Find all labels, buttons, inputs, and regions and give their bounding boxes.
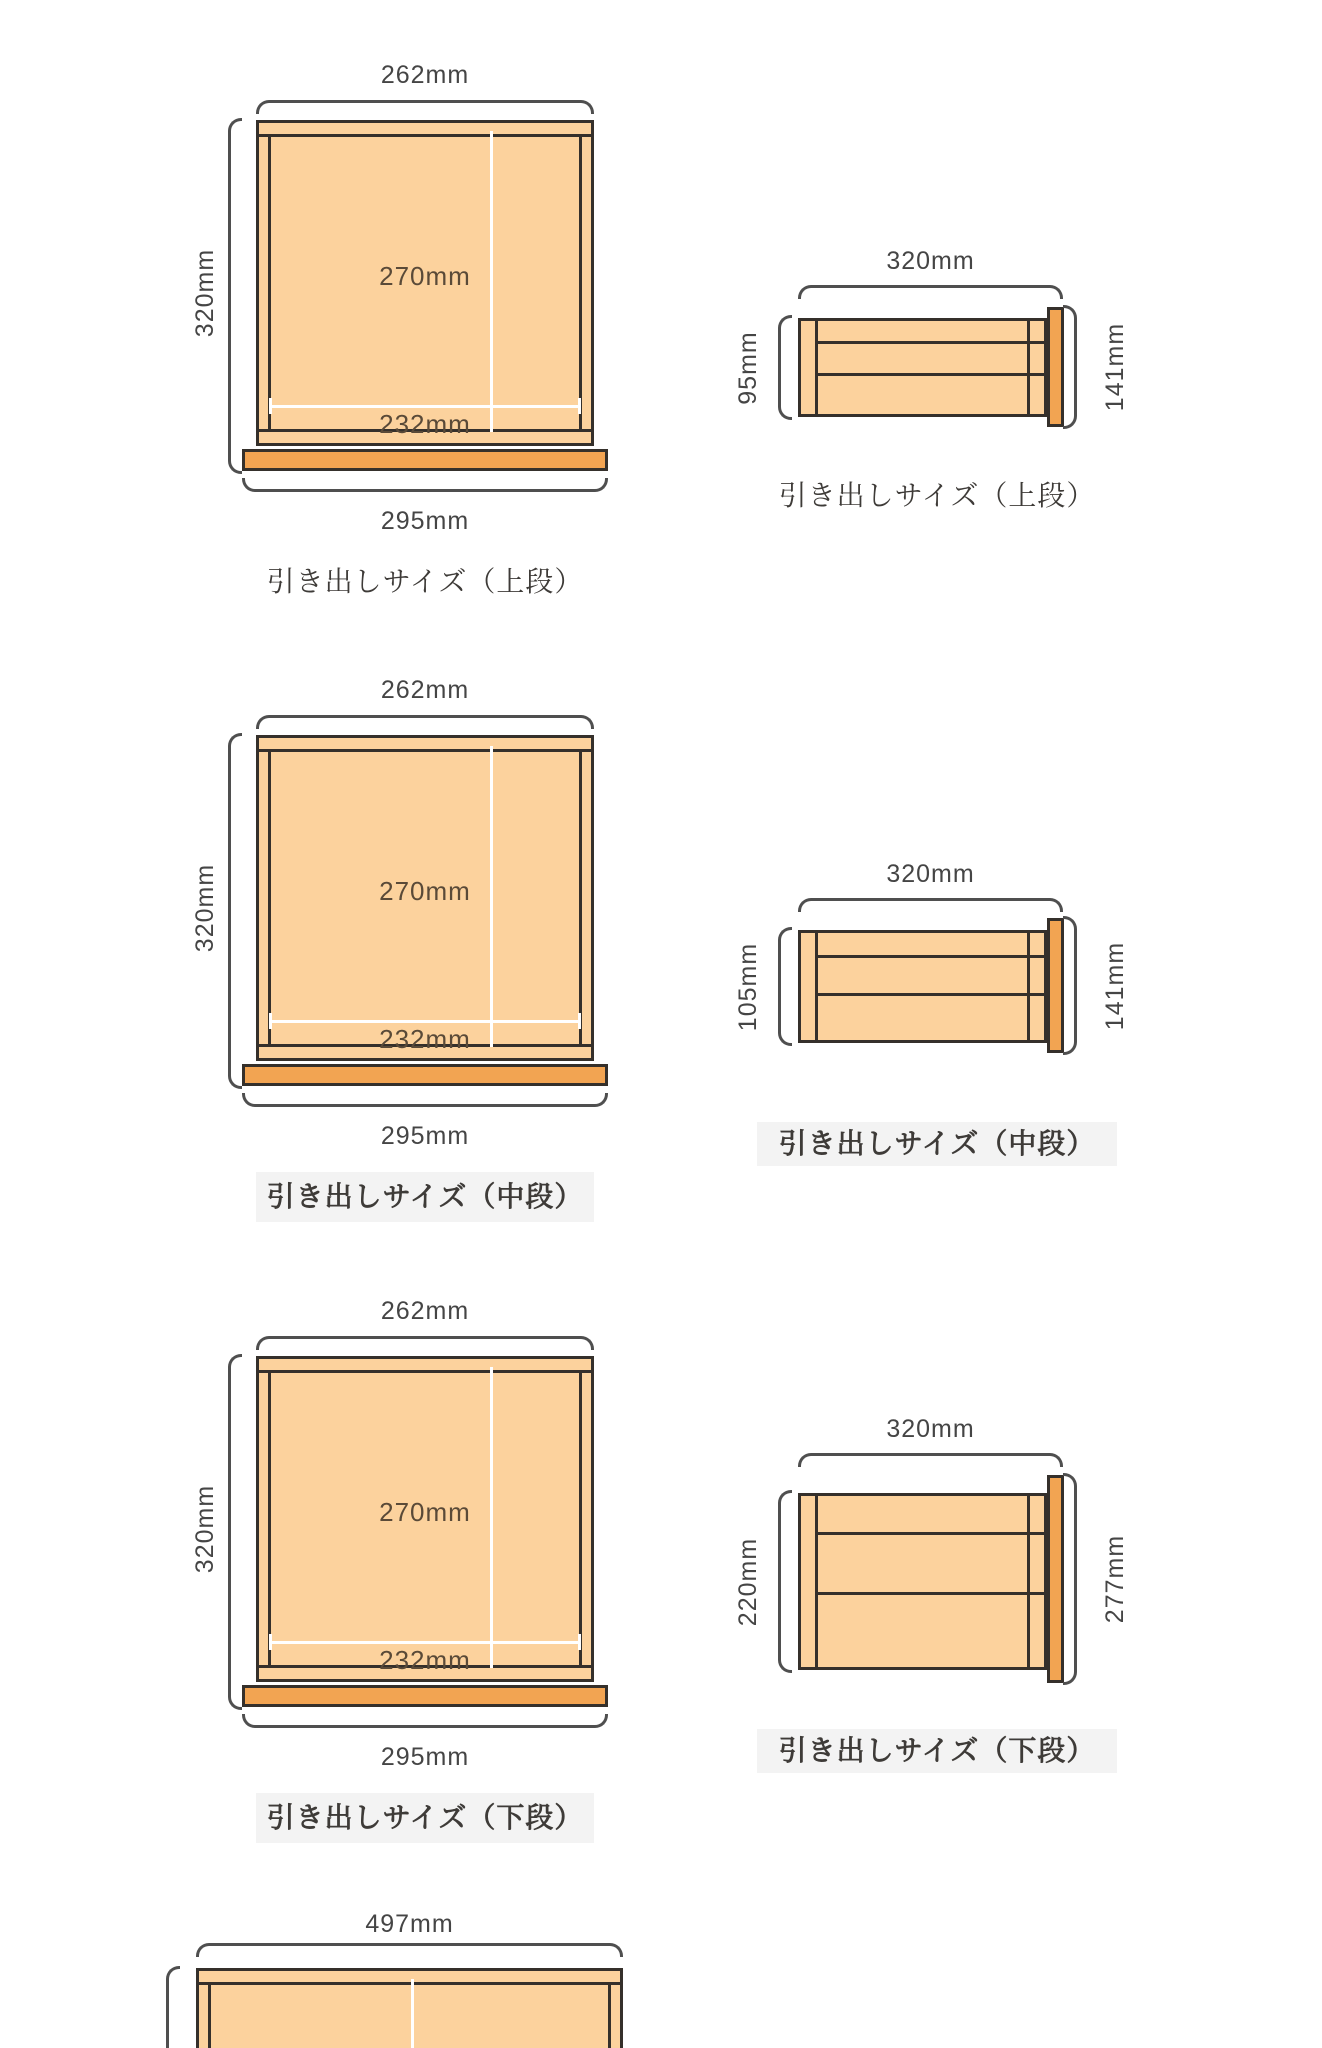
dimension-bracket-top [798, 898, 1063, 912]
dim-label-inner-bottom-width: 232mm [379, 1024, 471, 1054]
side-view-top-tier [700, 232, 1180, 632]
diagram-caption: 引き出しサイズ（中段） [256, 1172, 594, 1222]
front-view-top-tier [170, 54, 650, 629]
drawer-top-rail [259, 749, 591, 752]
drawer-top-rail [259, 1370, 591, 1373]
drawer-base-strip [242, 1064, 608, 1086]
dim-label-width-top: 320mm [886, 1415, 975, 1443]
drawer-side-body [798, 318, 1047, 417]
drawer-front-box [256, 120, 594, 446]
dim-label-height-right: 141mm [1101, 941, 1129, 1030]
dimension-bracket-bottom [242, 478, 608, 492]
side-slat-line-1 [818, 955, 1044, 958]
side-right-wall [1027, 933, 1030, 1040]
dim-label-width-top: 262mm [380, 676, 470, 704]
side-view-middle-tier [700, 845, 1180, 1245]
dim-label-height-left: 220mm [734, 1537, 762, 1626]
side-left-wall [815, 321, 818, 414]
front-view-middle-tier [170, 669, 650, 1244]
partial-view-cabinet [0, 1880, 1322, 2048]
dim-label-width-top: 262mm [380, 1297, 470, 1325]
dim-label-width-top: 497mm [365, 1910, 454, 1938]
center-divider-guide-line [411, 1979, 414, 2048]
side-right-wall [1027, 1496, 1030, 1667]
dimension-bracket-left [228, 733, 242, 1089]
dim-label-height-left: 95mm [734, 330, 762, 405]
dimension-bracket-left [778, 1490, 792, 1673]
inner-width-guide-line [271, 1020, 579, 1023]
side-left-wall [815, 1496, 818, 1667]
dim-label-inner-width: 270mm [379, 261, 471, 291]
drawer-base-strip [242, 1685, 608, 1707]
side-slat-line-2 [818, 993, 1044, 996]
dimension-bracket-left [778, 927, 792, 1046]
side-slat-line-2 [818, 1592, 1044, 1595]
dimension-bracket-right [1063, 916, 1077, 1055]
drawer-top-rail [259, 134, 591, 137]
drawer-front-box [256, 1356, 594, 1682]
cabinet-top-rail [199, 1982, 620, 1985]
drawer-front-panel [1047, 918, 1064, 1053]
drawer-side-body [798, 1493, 1047, 1670]
dim-label-inner-bottom-width: 232mm [379, 1645, 471, 1675]
diagram-caption: 引き出しサイズ（下段） [256, 1793, 594, 1843]
dim-label-height-right: 277mm [1101, 1534, 1129, 1624]
diagram-caption: 引き出しサイズ（上段） [778, 480, 1096, 511]
inner-width-guide-line [271, 1641, 579, 1644]
side-slat-line-2 [818, 373, 1044, 376]
dim-label-height-left: 320mm [191, 248, 219, 338]
dim-label-inner-bottom-width: 232mm [379, 409, 471, 439]
dim-label-height-left: 320mm [191, 1484, 219, 1574]
dimension-bracket-left [228, 118, 242, 474]
diagram-caption: 引き出しサイズ（上段） [266, 566, 584, 597]
dim-label-inner-width: 270mm [379, 876, 471, 906]
dim-label-width-bottom: 295mm [380, 1743, 470, 1771]
dimension-bracket-top [196, 1943, 623, 1957]
cabinet-box [196, 1968, 623, 2048]
dimension-bracket-bottom [242, 1714, 608, 1728]
cabinet-right-wall [608, 1984, 611, 2048]
inner-width-guide-line [271, 405, 579, 408]
dim-label-width-top: 320mm [886, 860, 975, 888]
side-slat-line-1 [818, 1532, 1044, 1535]
side-right-wall [1027, 321, 1030, 414]
dim-label-height-right: 141mm [1101, 322, 1129, 412]
drawer-side-body [798, 930, 1047, 1043]
dimension-bracket-top [798, 1453, 1063, 1467]
cabinet-left-wall [208, 1984, 211, 2048]
drawer-base-strip [242, 449, 608, 471]
dimension-bracket-left [778, 315, 792, 420]
drawer-front-panel [1047, 307, 1064, 427]
diagram-caption: 引き出しサイズ（下段） [757, 1729, 1117, 1773]
dimension-bracket-left [228, 1354, 242, 1710]
dim-label-width-top: 320mm [886, 247, 975, 275]
front-view-bottom-tier [170, 1290, 650, 1865]
dim-label-width-bottom: 295mm [380, 507, 470, 535]
dimension-bracket-top [798, 285, 1063, 299]
dimension-bracket-top [256, 715, 594, 729]
side-view-bottom-tier [700, 1400, 1180, 1800]
dimension-bracket-bottom [242, 1093, 608, 1107]
dim-label-width-top: 262mm [380, 61, 470, 89]
dimension-bracket-right [1063, 305, 1077, 429]
dimension-bracket-top [256, 1336, 594, 1350]
dim-label-width-bottom: 295mm [380, 1122, 470, 1150]
dim-label-height-left: 105mm [734, 942, 762, 1031]
dim-label-inner-width: 270mm [379, 1497, 471, 1527]
drawer-front-box [256, 735, 594, 1061]
dimension-bracket-top [256, 100, 594, 114]
side-slat-line-1 [818, 341, 1044, 344]
dimension-bracket-right [1063, 1473, 1077, 1685]
diagram-caption: 引き出しサイズ（中段） [757, 1122, 1117, 1166]
dim-label-height-left: 320mm [191, 863, 219, 953]
drawer-front-panel [1047, 1475, 1064, 1683]
dimension-bracket-left-partial [166, 1966, 180, 2048]
side-left-wall [815, 933, 818, 1040]
